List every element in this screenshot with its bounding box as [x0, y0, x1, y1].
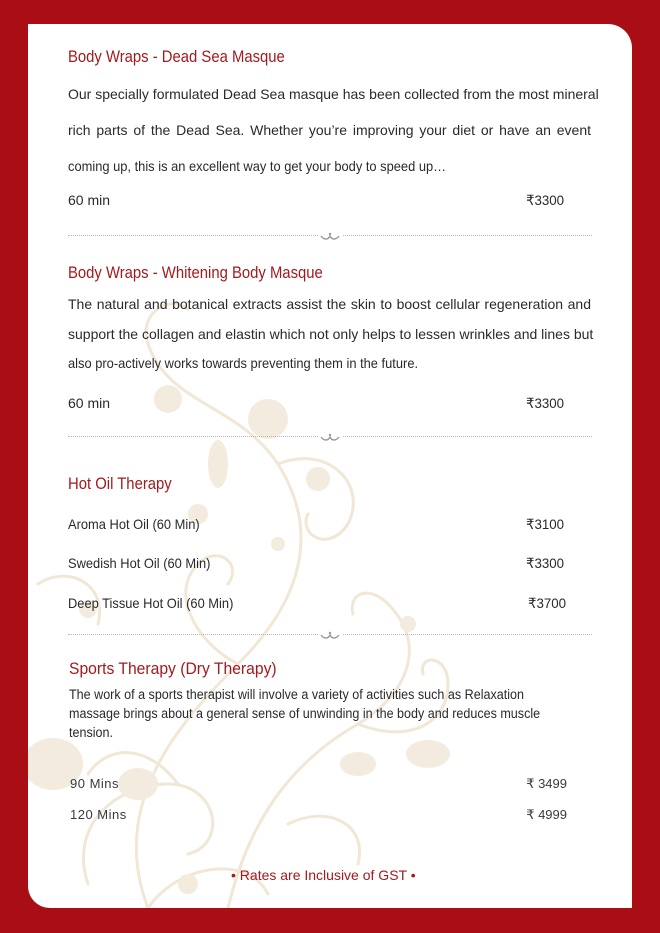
section-divider [68, 629, 592, 641]
section-title-whitening-body-masque: Body Wraps - Whitening Body Masque [68, 264, 323, 282]
item-label: 120 Mins [70, 807, 127, 822]
menu-panel [28, 24, 632, 908]
item-label: Deep Tissue Hot Oil (60 Min) [68, 595, 234, 611]
item-price: ₹3300 [525, 395, 564, 411]
section-title-dead-sea-masque: Body Wraps - Dead Sea Masque [68, 48, 285, 66]
item-price: ₹3100 [525, 516, 564, 532]
section-divider [68, 431, 592, 443]
item-label: Aroma Hot Oil (60 Min) [68, 516, 200, 532]
section-title-hot-oil-therapy: Hot Oil Therapy [68, 475, 172, 493]
divider-ornament-icon [318, 431, 342, 443]
item-price: ₹ 3499 [526, 776, 567, 791]
item-label: 60 min [68, 395, 111, 411]
section-description-line: coming up, this is an excellent way to get your body to speed up… [68, 158, 447, 174]
section-description-line: also pro-actively works towards preventing them in the future. [68, 355, 419, 371]
item-label: 60 min [68, 192, 111, 208]
section-description-line: tension. [69, 725, 113, 740]
section-description-line: support the collagen and elastin which not only helps to lessen wrinkles and lines but [68, 326, 594, 342]
section-description-line: The work of a sports therapist will involve a variety of activities such as Relaxation [69, 687, 524, 702]
section-description-line: rich parts of the Dead Sea. Whether you’re improving your diet or have an event [68, 122, 591, 138]
gst-note: • Rates are Inclusive of GST • [231, 867, 416, 883]
section-description-line: Our specially formulated Dead Sea masque has been collected from the most mineral [68, 86, 599, 102]
item-price: ₹3300 [525, 192, 564, 208]
item-label: Swedish Hot Oil (60 Min) [68, 555, 211, 571]
section-divider [68, 230, 592, 242]
divider-ornament-icon [318, 230, 342, 242]
section-description-line: The natural and botanical extracts assist the skin to boost cellular regeneration and [68, 296, 591, 312]
divider-ornament-icon [318, 629, 342, 641]
item-price: ₹ 4999 [526, 807, 567, 822]
section-description-line: massage brings about a general sense of unwinding in the body and reduces muscle [69, 706, 541, 721]
item-label: 90 Mins [70, 776, 120, 791]
item-price: ₹3300 [525, 555, 564, 571]
item-price: ₹3700 [527, 595, 566, 611]
section-title-sports-therapy: Sports Therapy (Dry Therapy) [69, 660, 277, 678]
